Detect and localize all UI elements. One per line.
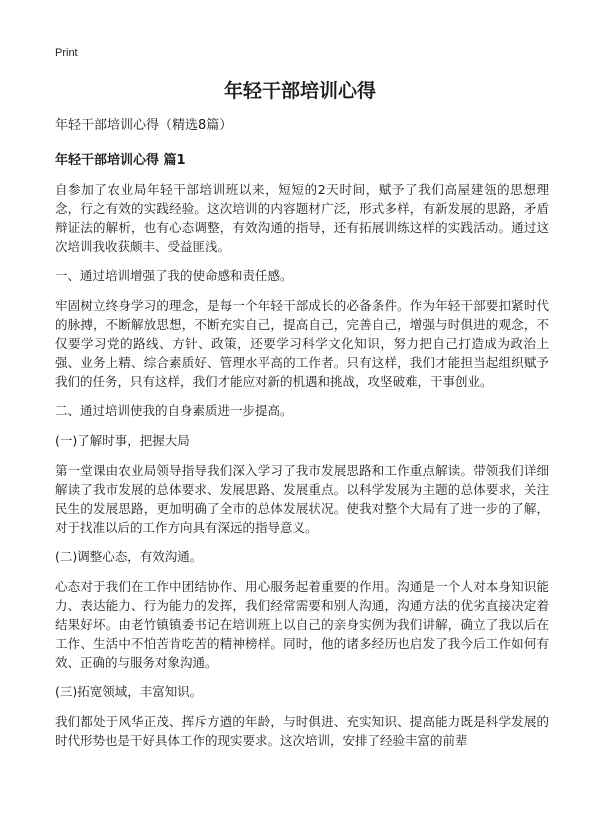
subheading-mindset: (二)调整心态，有效沟通。 [55, 549, 203, 564]
paragraph-mindset: 心态对于我们在工作中团结协作、用心服务起着重要的作用。沟通是一个人对本身知识能力、表达能力、行为能力的发挥，我们经常需要和别人沟通，沟通方法的优劣直接决定着结果好坏。由老竹镇镇委书记在培训班上以自己的亲身实例为我们讲解，确立了我以后在工作、生活中不怕苦肯吃苦的精神榜样。同时，他的诸多经历也启发了我今后工作如何有效、正确的与服务对象沟通。 [55, 579, 549, 670]
document-body [55, 117, 549, 760]
section-heading: 年轻干部培训心得 篇1 [55, 153, 186, 168]
paragraph-current-affairs: 第一堂课由农业局领导指导我们深入学习了我市发展思路和工作重点解读。带领我们详细解读了我市发展的总体要求、发展思路、发展重点。以科学发展为主题的总体要求，关注民生的发展思路，更加明确了全市的总体发展状况。使我对整个大局有了进一步的了解，对于找准以后的工作方向具有深远的指导意义。 [55, 463, 549, 535]
heading-point-one: 一、通过培训增强了我的使命感和责任感。 [55, 268, 293, 283]
document-title: 年轻干部培训心得 [223, 80, 376, 102]
subheading-knowledge: (三)拓宽领域，丰富知识。 [55, 684, 203, 699]
heading-point-two: 二、通过培训使我的自身素质进一步提高。 [55, 403, 293, 418]
print-link[interactable]: Print [55, 47, 78, 59]
paragraph-lifelong-learning: 牢固树立终身学习的理念，是每一个年轻干部成长的必备条件。作为年轻干部要扣紧时代的脉搏，不断解放思想，不断充实自己，提高自己，完善自己，增强与时俱进的观念，不仅要学习党的路线、方针、政策，还要学习科学文化知识，努力把自己打造成为政治上强、业务上精、综合素质好、管理水平高的工作者。只有这样，我们才能担当起组织赋予我们的任务，只有这样，我们才能应对新的机遇和挑战，攻坚破难，干事创业。 [55, 298, 549, 389]
paragraph-intro: 自参加了农业局年轻干部培训班以来，短短的2天时间，赋予了我们高屋建瓴的思想理念，行之有效的实践经验。这次培训的内容题材广泛，形式多样，有新发展的思路，矛盾辩证法的解析，也有心态调整，有效沟通的指导，还有拓展训练这样的实践活动。通过这次培训我收获颇丰、受益匪浅。 [55, 182, 549, 254]
document-subtitle: 年轻干部培训心得（精选8篇） [55, 118, 233, 133]
paragraph-knowledge: 我们都处于风华正茂、挥斥方遒的年龄，与时俱进、充实知识、提高能力既是科学发展的时代形势也是干好具体工作的现实要求。这次培训，安排了经验丰富的前辈 [55, 714, 549, 748]
subheading-current-affairs: (一)了解时事，把握大局 [55, 433, 190, 448]
